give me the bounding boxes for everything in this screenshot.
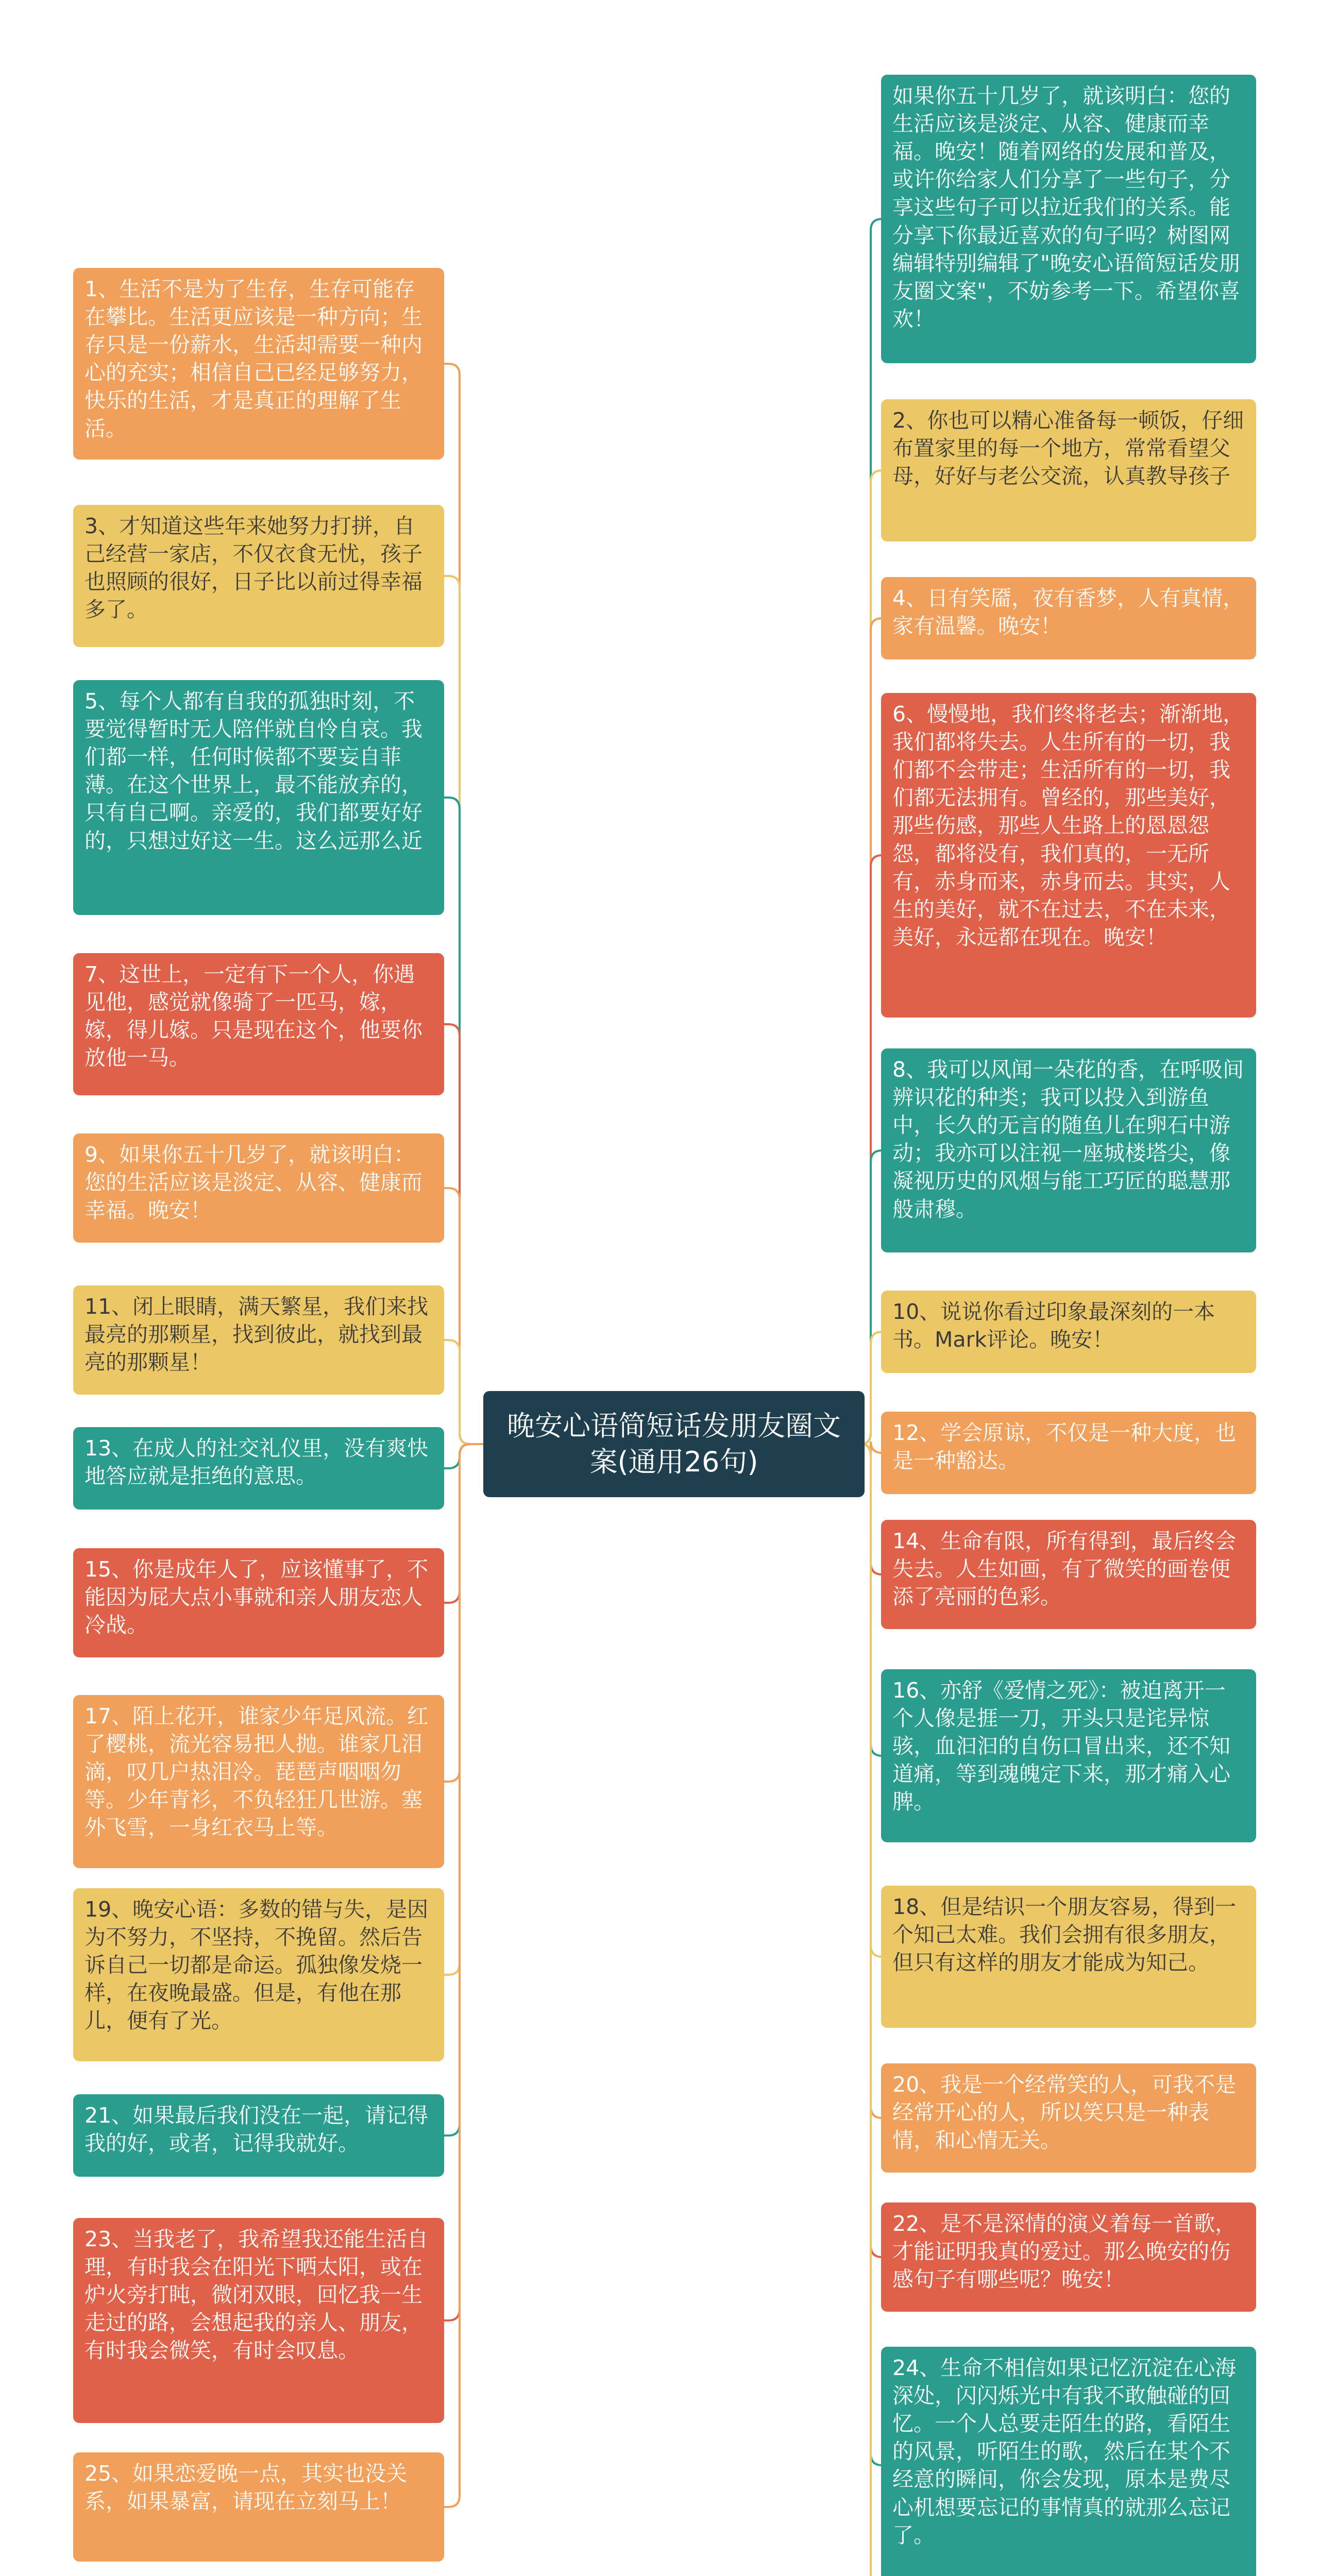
left-branch-text: 23、当我老了，我希望我还能生活自理，有时我会在阳光下晒太阳，或在炉火旁打盹，微闭双眼，回忆我一生走过的路，会想起我的亲人、朋友，有时我会微笑，有时会叹息。 bbox=[84, 2227, 429, 2363]
left-branch-text: 5、每个人都有自我的孤独时刻，不要觉得暂时无人陪伴就自怜自哀。我们都一样，任何时候都不要妄自菲薄。在这个世界上，最不能放弃的，只有自己啊。亲爱的，我们都要好好的，只想过好这一生。这么远那么近 bbox=[84, 689, 422, 853]
left-branch-node[interactable] bbox=[73, 953, 444, 1095]
left-branch-node[interactable] bbox=[73, 680, 444, 915]
right-branch-text: 4、日有笑靥，夜有香梦，人有真情，家有温馨。晚安！ bbox=[892, 586, 1244, 639]
connector-line bbox=[860, 1444, 882, 2576]
right-branch-text: 14、生命有限，所有得到，最后终会失去。人生如画，有了微笑的画卷便添了亮丽的色彩。 bbox=[892, 1529, 1237, 1609]
left-branch-node[interactable] bbox=[73, 1427, 444, 1510]
right-branch-text: 2、你也可以精心准备每一顿饭，仔细布置家里的每一个地方，常常看望父母，好好与老公交流，认真教导孩子 bbox=[892, 408, 1244, 489]
right-branch-node[interactable] bbox=[881, 1291, 1256, 1373]
right-branch-text: 8、我可以风闻一朵花的香，在呼吸间辨识花的种类；我可以投入到游鱼中，长久的无言的随鱼儿在卵石中游动；我亦可以注视一座城楼塔尖，像凝视历史的风烟与能工巧匠的聪慧那般肃穆。 bbox=[892, 1057, 1244, 1222]
right-branch-text: 22、是不是深情的演义着每一首歌，才能证明我真的爱过。那么晚安的伤感句子有哪些呢？晚安！ bbox=[892, 2211, 1237, 2292]
left-branch-text: 11、闭上眼睛，满天繁星，我们来找最亮的那颗星，找到彼此，就找到最亮的那颗星！ bbox=[84, 1294, 429, 1375]
left-branch-node[interactable] bbox=[73, 1888, 444, 2061]
left-branch-text: 19、晚安心语：多数的错与失，是因为不努力，不坚持，不挽留。然后告诉自己一切都是命运。孤独像发烧一样，在夜晚最盛。但是，有他在那儿，便有了光。 bbox=[84, 1897, 429, 2033]
left-branch-node[interactable] bbox=[73, 2452, 444, 2562]
left-branch-text: 7、这世上，一定有下一个人，你遇见他，感觉就像骑了一匹马，嫁，嫁，得儿嫁。只是现在这个，他要你放他一马。 bbox=[84, 962, 422, 1071]
connector-line bbox=[444, 1444, 470, 2320]
connector-line bbox=[444, 1024, 470, 1444]
right-branch-node[interactable] bbox=[881, 693, 1256, 1018]
connector-line bbox=[444, 798, 470, 1444]
right-branch-text: 6、慢慢地，我们终将老去；渐渐地，我们都将失去。人生所有的一切，我们都不会带走；生活所有的一切，我们都无法拥有。曾经的，那些美好，那些伤感，那些人生路上的恩恩怨怨，都将没有，我们真的，一无所有，赤身而来，赤身而去。其实，人生的美好，就不在过去，不在未来，美好，永远都在现在。晚安！ bbox=[892, 702, 1244, 950]
left-branch-node[interactable] bbox=[73, 1285, 444, 1395]
right-branch-text: 如果你五十几岁了，就该明白：您的生活应该是淡定、从容、健康而幸福。晚安！随着网络的发展和普及，或许你给家人们分享了一些句子，分享这些句子可以拉近我们的关系。能分享下你最近喜欢的句子吗？树图网编辑特别编辑了"晚安心语简短话发朋友圈文案"，不妨参考一下。希望你喜欢！ bbox=[892, 83, 1240, 331]
right-branch-text: 20、我是一个经常笑的人，可我不是经常开心的人，所以笑只是一种表情，和心情无关。 bbox=[892, 2072, 1237, 2153]
right-branch-node[interactable] bbox=[881, 1520, 1256, 1629]
right-branch-node[interactable] bbox=[881, 2063, 1256, 2173]
connector-line bbox=[444, 1444, 470, 1782]
connector-line bbox=[444, 1444, 470, 1975]
left-branch-text: 13、在成人的社交礼仪里，没有爽快地答应就是拒绝的意思。 bbox=[84, 1436, 429, 1489]
left-branch-node[interactable] bbox=[73, 505, 444, 647]
right-branch-node[interactable] bbox=[881, 1669, 1256, 1842]
right-branch-text: 12、学会原谅，不仅是一种大度，也是一种豁达。 bbox=[892, 1420, 1237, 1473]
right-branch-text: 24、生命不相信如果记忆沉淀在心海深处，闪闪烁光中有我不敢触碰的回忆。一个人总要走陌生的路，看陌生的风景，听陌生的歌，然后在某个不经意的瞬间，你会发现，原本是费尽心机想要忘记的事情真的就那么忘记了。 bbox=[892, 2355, 1237, 2548]
left-branch-node[interactable] bbox=[73, 1548, 444, 1657]
left-branch-text: 25、如果恋爱晚一点，其实也没关系，如果暴富，请现在立刻马上！ bbox=[84, 2461, 408, 2514]
left-branch-node[interactable] bbox=[73, 1695, 444, 1868]
left-branch-text: 15、你是成年人了，应该懂事了，不能因为屁大点小事就和亲人朋友恋人冷战。 bbox=[84, 1557, 429, 1638]
left-branch-node[interactable] bbox=[73, 1133, 444, 1243]
right-branch-text: 10、说说你看过印象最深刻的一本书。Mark评论。晚安！ bbox=[892, 1299, 1215, 1352]
right-branch-node[interactable] bbox=[881, 399, 1256, 541]
right-branch-text: 16、亦舒《爱情之死》：被迫离开一个人像是捱一刀，开头只是诧异惊骇，血汩汩的自伤口冒出来，还不知道痛，等到魂魄定下来，那才痛入心脾。 bbox=[892, 1678, 1230, 1815]
right-branch-node[interactable] bbox=[881, 1048, 1256, 1252]
left-branch-node[interactable] bbox=[73, 2094, 444, 2177]
left-branch-node[interactable] bbox=[73, 268, 444, 460]
right-branch-node[interactable] bbox=[881, 1412, 1256, 1494]
connector-line bbox=[444, 1340, 470, 1444]
center-topic[interactable] bbox=[483, 1391, 865, 1497]
connector-line bbox=[444, 1444, 470, 2136]
right-branch-node[interactable] bbox=[881, 1886, 1256, 2028]
left-branch-text: 3、才知道这些年来她努力打拼，自己经营一家店，不仅衣食无忧，孩子也照顾的很好，日子比以前过得幸福多了。 bbox=[84, 514, 422, 622]
left-branch-node[interactable] bbox=[73, 2218, 444, 2423]
left-branch-text: 17、陌上花开，谁家少年足风流。红了樱桃，流光容易把人抛。谁家几泪滴，叹几户热泪冷。琵琶声咽咽勿等。少年青衫，不负轻狂几世游。塞外飞雪，一身红衣马上等。 bbox=[84, 1704, 429, 1840]
right-branch-node[interactable] bbox=[881, 2202, 1256, 2312]
center-topic-label: 晚安心语简短话发朋友圈文案(通用26句) bbox=[507, 1409, 841, 1478]
right-branch-text: 18、但是结识一个朋友容易，得到一个知己太难。我们会拥有很多朋友，但只有这样的朋友才能成为知己。 bbox=[892, 1894, 1237, 1975]
right-branch-node[interactable] bbox=[881, 577, 1256, 659]
left-branch-text: 9、如果你五十几岁了，就该明白：您的生活应该是淡定、从容、健康而幸福。晚安！ bbox=[84, 1142, 422, 1223]
left-branch-text: 1、生活不是为了生存，生存可能存在攀比。生活更应该是一种方向；生存只是一份薪水，生活却需要一种内心的充实；相信自己已经足够努力，快乐的生活，才是真正的理解了生活。 bbox=[84, 277, 422, 441]
connector-line bbox=[444, 1444, 470, 1468]
connector-line bbox=[444, 364, 470, 1444]
right-branch-node[interactable] bbox=[881, 2347, 1256, 2576]
right-branch-node[interactable] bbox=[881, 75, 1256, 363]
connector-line bbox=[444, 1188, 470, 1444]
left-branch-text: 21、如果最后我们没在一起，请记得我的好，或者，记得我就好。 bbox=[84, 2103, 429, 2156]
connector-line bbox=[444, 576, 470, 1444]
